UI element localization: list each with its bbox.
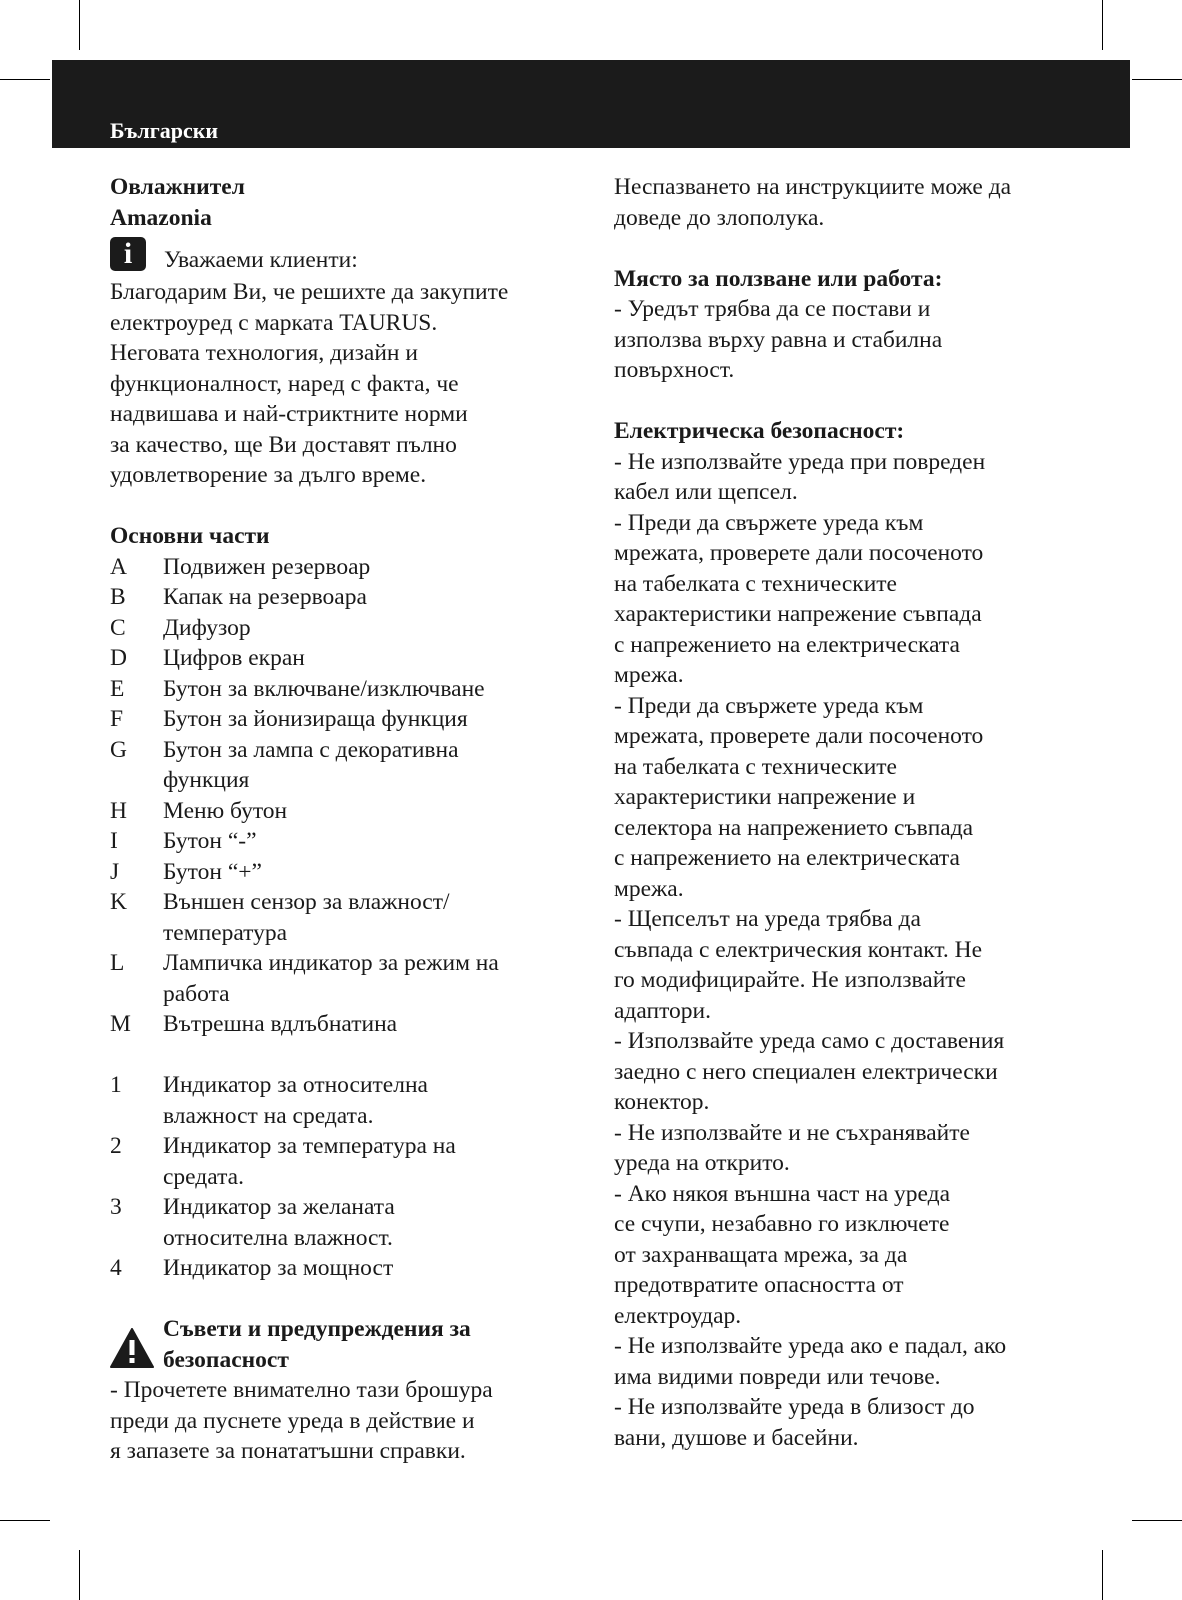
- header-bar: [52, 60, 1130, 148]
- electric-line: - Преди да свържете уреда към: [614, 692, 924, 719]
- electric-paragraph: [614, 447, 1084, 1454]
- electric-line: има видими повреди или течове.: [614, 1363, 941, 1390]
- safety-title-line2: безопасност: [163, 1346, 289, 1373]
- indicator-item: [110, 1070, 580, 1131]
- part-item-text: [163, 704, 580, 735]
- left-column: [110, 172, 580, 1467]
- place-line: повърхност.: [614, 357, 735, 383]
- electric-line: предотвратите опасността от: [614, 1272, 904, 1298]
- crop-mark-top-left-v: [79, 0, 80, 50]
- indicator-item-line: Индикатор за желаната: [163, 1194, 395, 1220]
- electric-line: конектор.: [614, 1089, 710, 1115]
- info-icon: i: [110, 237, 146, 271]
- warning-intro-line: доведе до злополука.: [614, 204, 825, 231]
- greeting-line: [110, 233, 580, 277]
- part-item-line: Капак на резервоара: [163, 584, 367, 610]
- indicator-item-line: влажност на средата.: [163, 1102, 374, 1129]
- electric-line: заедно с него специален електрически: [614, 1058, 998, 1085]
- part-item-key: M: [110, 1011, 131, 1037]
- crop-mark-top-left-h: [0, 79, 50, 80]
- indicator-item-text: [163, 1192, 580, 1253]
- electric-line: вани, душове и басейни.: [614, 1424, 859, 1451]
- indicators-list: [110, 1070, 580, 1284]
- language-label: Български: [110, 118, 219, 143]
- part-item: [110, 948, 580, 1009]
- indicator-item-key: 2: [110, 1133, 122, 1159]
- parts-list: [110, 552, 580, 1040]
- warning-intro-paragraph: [614, 172, 1084, 233]
- electric-line: кабел или щепсел.: [614, 479, 798, 505]
- part-item: [110, 1009, 580, 1040]
- electric-title: Електрическа безопасност:: [614, 418, 905, 444]
- parts-title: Основни части: [110, 523, 270, 549]
- part-item-key: K: [110, 889, 127, 915]
- crop-mark-bottom-left-v: [79, 1550, 80, 1600]
- intro-paragraph: [110, 277, 580, 491]
- part-item-key: L: [110, 950, 125, 976]
- product-name-line2: Amazonia: [110, 204, 212, 231]
- part-item: [110, 735, 580, 796]
- safety-line: преди да пуснете уреда в действие и: [110, 1407, 475, 1434]
- warning-intro-line: Неспазването на инструкциите може да: [614, 174, 1012, 200]
- intro-line: електроуред с марката TAURUS.: [110, 309, 438, 336]
- electric-line: на табелката с техническите: [614, 570, 897, 597]
- electric-line: адаптори.: [614, 997, 711, 1024]
- crop-mark-top-right-h: [1132, 79, 1182, 80]
- electric-line: селектора на напрежението съвпада: [614, 814, 974, 841]
- part-item-line: температура: [163, 919, 288, 946]
- part-item: [110, 826, 580, 857]
- greeting-text: Уважаеми клиенти:: [164, 247, 358, 273]
- part-item-line: Вътрешна вдлъбнатина: [163, 1011, 398, 1037]
- part-item-text: [163, 735, 580, 796]
- electric-line: мрежата, проверете дали посоченото: [614, 540, 984, 566]
- place-line: използва върху равна и стабилна: [614, 326, 943, 353]
- part-item-text: [163, 857, 580, 888]
- part-item-text: [163, 552, 580, 583]
- part-item-line: Бутон “-”: [163, 828, 257, 854]
- part-item: [110, 857, 580, 888]
- part-item-line: Лампичка индикатор за режим на: [163, 950, 499, 976]
- intro-line: удовлетворение за дълго време.: [110, 462, 427, 488]
- part-item-line: функция: [163, 767, 250, 793]
- safety-paragraph: [110, 1375, 580, 1467]
- electric-line: мрежа.: [614, 875, 684, 902]
- part-item: [110, 552, 580, 583]
- part-item-line: Бутон за включване/изключване: [163, 675, 485, 702]
- electric-line: - Не използвайте уреда при повреден: [614, 448, 986, 475]
- part-item: [110, 582, 580, 613]
- electric-line: - Не използвайте уреда в близост до: [614, 1394, 975, 1420]
- safety-title-line1: Съвети и предупреждения за: [163, 1316, 471, 1342]
- safety-line: я запазете за понататъшни справки.: [110, 1438, 466, 1464]
- crop-mark-bottom-right-h: [1132, 1520, 1182, 1521]
- part-item-key: I: [110, 828, 118, 854]
- electric-line: съвпада с електрическия контакт. Не: [614, 936, 983, 963]
- indicator-item-text: [163, 1253, 580, 1284]
- part-item: [110, 796, 580, 827]
- part-item-line: Външен сензор за влажност/: [163, 889, 450, 915]
- intro-line: за качество, ще Ви доставят пълно: [110, 431, 457, 458]
- part-item-text: [163, 613, 580, 644]
- part-item-line: работа: [163, 980, 230, 1007]
- part-item-text: [163, 674, 580, 705]
- indicator-item-key: 4: [110, 1255, 122, 1281]
- part-item-text: [163, 887, 580, 948]
- electric-line: мрежа.: [614, 662, 684, 688]
- part-item-key: D: [110, 645, 127, 671]
- part-item-line: Подвижен резервоар: [163, 553, 371, 580]
- intro-line: Неговата технология, дизайн и: [110, 340, 418, 366]
- part-item-text: [163, 643, 580, 674]
- indicator-item-line: средата.: [163, 1163, 244, 1190]
- electric-line: електроудар.: [614, 1302, 742, 1329]
- crop-mark-bottom-left-h: [0, 1520, 50, 1521]
- warning-triangle-icon: [110, 1328, 154, 1368]
- part-item-text: [163, 796, 580, 827]
- crop-mark-bottom-right-v: [1102, 1550, 1103, 1600]
- intro-line: надвишава и най-стриктните норми: [110, 401, 468, 427]
- indicator-item-key: 3: [110, 1194, 122, 1220]
- part-item: [110, 887, 580, 948]
- part-item-line: Бутон за йонизираща функция: [163, 706, 468, 732]
- place-paragraph: [614, 294, 1084, 386]
- electric-line: с напрежението на електрическата: [614, 845, 960, 871]
- indicator-item-line: Индикатор за мощност: [163, 1255, 394, 1281]
- part-item-text: [163, 582, 580, 613]
- intro-line: функционалност, наред с факта, че: [110, 370, 459, 397]
- place-title: Място за ползване или работа:: [614, 265, 943, 292]
- electric-line: характеристики напрежение съвпада: [614, 601, 982, 627]
- indicator-item-line: относителна влажност.: [163, 1224, 393, 1251]
- part-item-line: Цифров екран: [163, 645, 305, 671]
- part-item-key: J: [110, 858, 120, 885]
- safety-line: - Прочетете внимателно тази брошура: [110, 1377, 493, 1403]
- part-item-key: H: [110, 797, 127, 824]
- part-item-text: [163, 948, 580, 1009]
- electric-line: - Използвайте уреда само с доставения: [614, 1028, 1005, 1054]
- place-line: - Уредът трябва да се постави и: [614, 296, 931, 322]
- electric-line: с напрежението на електрическата: [614, 631, 960, 658]
- part-item: [110, 674, 580, 705]
- part-item-text: [163, 826, 580, 857]
- electric-line: - Ако някоя външна част на уреда: [614, 1180, 951, 1207]
- electric-line: се счупи, незабавно го изключете: [614, 1211, 950, 1237]
- electric-line: мрежата, проверете дали посоченото: [614, 723, 984, 749]
- indicator-item: [110, 1131, 580, 1192]
- indicator-item: [110, 1192, 580, 1253]
- part-item-key: C: [110, 614, 126, 641]
- part-item-key: B: [110, 584, 126, 610]
- part-item-text: [163, 1009, 580, 1040]
- product-name-line1: Овлажнител: [110, 174, 245, 200]
- part-item-line: Бутон за лампа с декоративна: [163, 736, 459, 763]
- part-item-key: A: [110, 553, 127, 580]
- electric-line: - Щепселът на уреда трябва да: [614, 906, 921, 932]
- crop-mark-top-right-v: [1102, 0, 1103, 50]
- indicator-item-line: Индикатор за температура на: [163, 1133, 456, 1159]
- part-item-key: G: [110, 736, 127, 763]
- electric-line: го модифицирайте. Не използвайте: [614, 967, 966, 993]
- intro-line: Благодарим Ви, че решихте да закупите: [110, 279, 509, 305]
- electric-line: характеристики напрежение и: [614, 784, 916, 810]
- electric-line: - Не използвайте и не съхранявайте: [614, 1119, 970, 1146]
- part-item-key: F: [110, 706, 124, 732]
- electric-line: - Не използвайте уреда ако е падал, ако: [614, 1333, 1007, 1359]
- electric-line: - Преди да свържете уреда към: [614, 509, 924, 536]
- indicator-item: [110, 1253, 580, 1284]
- part-item: [110, 643, 580, 674]
- electric-line: на табелката с техническите: [614, 753, 897, 780]
- indicator-item-line: Индикатор за относителна: [163, 1072, 428, 1098]
- indicator-item-key: 1: [110, 1072, 122, 1098]
- part-item: [110, 704, 580, 735]
- indicator-item-text: [163, 1131, 580, 1192]
- electric-line: от захранващата мрежа, за да: [614, 1241, 908, 1268]
- right-column: [614, 172, 1084, 1453]
- part-item-line: Дифузор: [163, 614, 251, 641]
- indicator-item-text: [163, 1070, 580, 1131]
- part-item-line: Бутон “+”: [163, 858, 262, 885]
- part-item-key: E: [110, 675, 125, 702]
- safety-section: [110, 1314, 580, 1375]
- part-item-line: Меню бутон: [163, 797, 288, 824]
- part-item: [110, 613, 580, 644]
- electric-line: уреда на открито.: [614, 1150, 790, 1176]
